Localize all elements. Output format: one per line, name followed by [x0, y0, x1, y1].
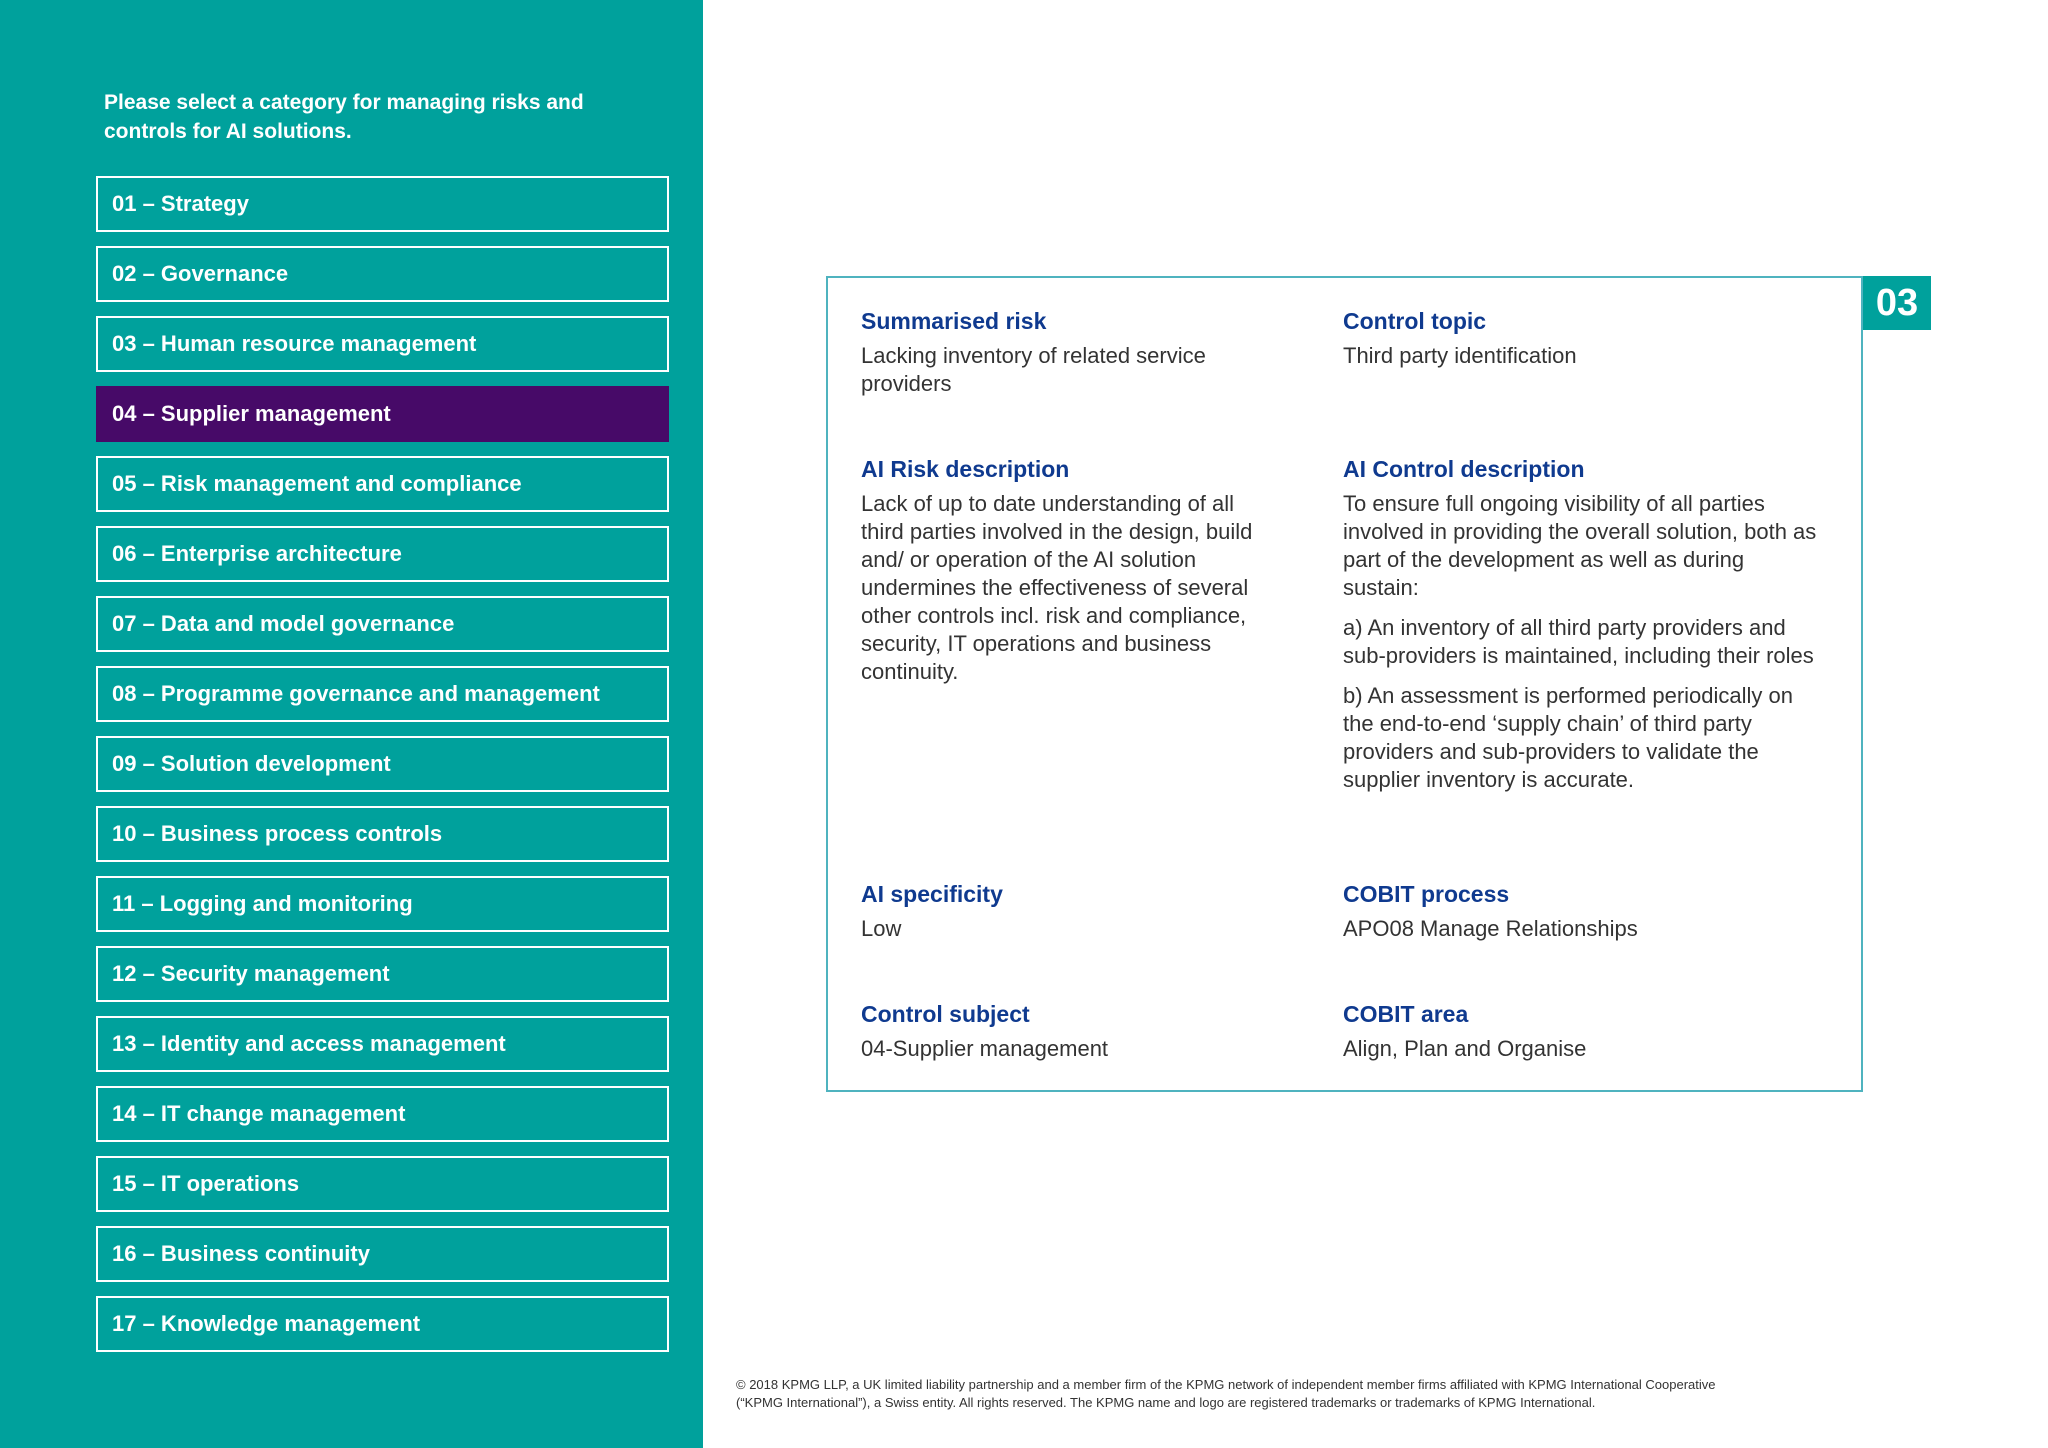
sidebar-intro: Please select a category for managing risks and controls for AI solutions. [104, 91, 584, 143]
category-item-enterprise-architecture[interactable]: 06 – Enterprise architecture [96, 526, 669, 582]
category-item-business-continuity[interactable]: 16 – Business continuity [96, 1226, 669, 1282]
summarised-risk-heading: Summarised risk [861, 308, 1047, 334]
category-item-governance[interactable]: 02 – Governance [96, 246, 669, 302]
category-item-knowledge-management[interactable]: 17 – Knowledge management [96, 1296, 669, 1352]
category-list [96, 176, 669, 1366]
ai-risk-description-heading: AI Risk description [861, 456, 1070, 482]
category-item-human-resource-management[interactable]: 03 – Human resource management [96, 316, 669, 372]
category-item-supplier-management[interactable]: 04 – Supplier management [96, 386, 669, 442]
summarised-risk-text: Lacking inventory of related service providers [861, 343, 1206, 396]
ai-control-description-heading: AI Control description [1343, 456, 1585, 482]
control-topic-text: Third party identification [1343, 343, 1577, 368]
cobit-process-section [1343, 879, 1823, 955]
ai-specificity-heading: AI specificity [861, 881, 1003, 907]
ai-control-description-paragraph-b: b) An assessment is performed periodically on the end-to-end ‘supply chain’ of third party providers and sub-providers to validate the supplier inventory is accurate. [1343, 683, 1793, 792]
category-item-strategy[interactable]: 01 – Strategy [96, 176, 669, 232]
category-item-risk-management-and-compliance[interactable]: 05 – Risk management and compliance [96, 456, 669, 512]
category-item-security-management[interactable]: 12 – Security management [96, 946, 669, 1002]
control-subject-text: 04-Supplier management [861, 1036, 1109, 1061]
cobit-area-text: Align, Plan and Organise [1343, 1036, 1587, 1061]
category-item-programme-governance[interactable]: 08 – Programme governance and management [96, 666, 669, 722]
category-item-business-process-controls[interactable]: 10 – Business process controls [96, 806, 669, 862]
copyright-footer [736, 1376, 1886, 1412]
control-subject-heading: Control subject [861, 1001, 1030, 1027]
card-number-tab: 03 [1863, 276, 1931, 330]
category-item-it-change-management[interactable]: 14 – IT change management [96, 1086, 669, 1142]
category-item-it-operations[interactable]: 15 – IT operations [96, 1156, 669, 1212]
control-subject-section [861, 999, 1281, 1075]
cobit-area-section [1343, 999, 1823, 1075]
control-topic-heading: Control topic [1343, 308, 1487, 334]
sidebar [0, 0, 703, 1448]
ai-control-description-paragraph-a: a) An inventory of all third party providers and sub-providers is maintained, including their roles [1343, 615, 1814, 668]
category-item-logging-and-monitoring[interactable]: 11 – Logging and monitoring [96, 876, 669, 932]
ai-specificity-section [861, 879, 1281, 955]
category-item-data-and-model-governance[interactable]: 07 – Data and model governance [96, 596, 669, 652]
ai-control-description-section [1343, 454, 1823, 806]
copyright-line-1: © 2018 KPMG LLP, a UK limited liability partnership and a member firm of the KPMG network of independent member firms affiliated with KPMG International Cooperative [736, 1377, 1716, 1392]
control-topic-section [1343, 306, 1823, 382]
category-item-identity-and-access-management[interactable]: 13 – Identity and access management [96, 1016, 669, 1072]
cobit-process-heading: COBIT process [1343, 881, 1510, 907]
ai-specificity-text: Low [861, 916, 902, 941]
ai-risk-description-section [861, 454, 1281, 698]
ai-control-description-paragraph-intro: To ensure full ongoing visibility of all parties involved in providing the overall solution, both as part of the development as well as during sustain: [1343, 491, 1817, 600]
ai-risk-description-text: Lack of up to date understanding of all third parties involved in the design, build and/ or operation of the AI solution undermines the effectiveness of several other controls incl. risk and compliance, security, IT operations and business continuity. [861, 491, 1253, 684]
category-item-solution-development[interactable]: 09 – Solution development [96, 736, 669, 792]
cobit-process-text: APO08 Manage Relationships [1343, 916, 1638, 941]
cobit-area-heading: COBIT area [1343, 1001, 1469, 1027]
copyright-line-2: (“KPMG International”), a Swiss entity. All rights reserved. The KPMG name and logo are registered trademarks or trademarks of KPMG International. [736, 1395, 1596, 1410]
summarised-risk-section [861, 306, 1281, 410]
